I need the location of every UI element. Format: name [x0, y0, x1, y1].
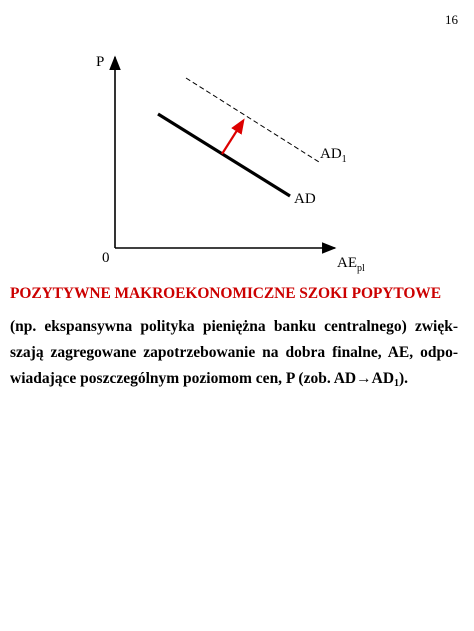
page-number: 16: [445, 12, 458, 27]
paragraph-line-2: szają zagregowane zapotrzebowanie na dobra finalne, AE, odpo-: [10, 344, 458, 361]
paragraph-line-3: wiadające poszczególnym poziomom cen, P (zob. $AD\to AD_1$).: [10, 370, 409, 389]
paragraph-line-1: (np. ekspansywna polityka pieniężna banku centralnego) zwięk-: [10, 318, 458, 335]
section-heading: POZYTYWNE MAKROEKONOMICZNE SZOKI POPYTOWE: [10, 285, 441, 302]
ad-curve-label: AD: [294, 191, 316, 207]
body-paragraph: [10, 314, 458, 397]
ad-shift-diagram: [0, 0, 474, 290]
ad-curve: [158, 114, 290, 196]
x-axis-label: $AE_{pl}$: [337, 255, 365, 274]
y-axis-label: P: [96, 54, 105, 70]
right-arrow-icon: →: [356, 370, 372, 387]
shift-arrow: [222, 121, 243, 154]
ad1-curve-label: $AD_1$: [320, 146, 347, 165]
origin-label: 0: [102, 250, 110, 266]
ad1-curve: [186, 78, 319, 162]
